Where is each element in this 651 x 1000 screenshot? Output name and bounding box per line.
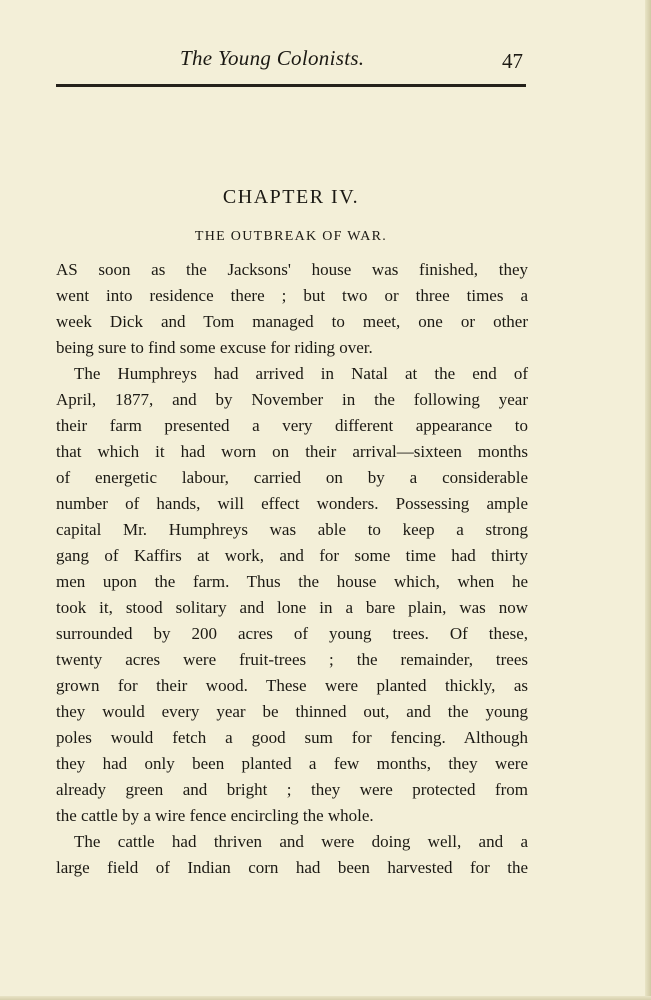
page-edge-bottom [0, 996, 651, 1000]
text-line: their farm presented a very different appearance to [56, 416, 528, 435]
text-line: The Humphreys had arrived in Natal at the end of [74, 364, 528, 383]
text-line: already green and bright ; they were protected from [56, 780, 528, 799]
text-line: went into residence there ; but two or three times a [56, 286, 528, 305]
text-line: capital Mr. Humphreys was able to keep a strong [56, 520, 528, 539]
text-line: took it, stood solitary and lone in a bare plain, was now [56, 598, 528, 617]
text-line: grown for their wood. These were planted thickly, as [56, 676, 528, 695]
chapter-subtitle: THE OUTBREAK OF WAR. [194, 229, 388, 244]
text-line: AS soon as the Jacksons' house was finished, they [56, 260, 528, 279]
text-line: the cattle by a wire fence encircling the whole. [56, 806, 374, 825]
text-line: that which it had worn on their arrival—sixteen months [56, 442, 528, 461]
page-number: 47 [502, 49, 523, 73]
text-line: they would every year be thinned out, and the young [56, 702, 528, 721]
running-head: The Young Colonists. [180, 46, 365, 70]
text-line: The cattle had thriven and were doing well, and a [74, 832, 528, 851]
text-line: number of hands, will effect wonders. Possessing ample [56, 494, 528, 513]
page-edge [645, 0, 651, 1000]
text-line: of energetic labour, carried on by a considerable [56, 468, 528, 487]
text-line: surrounded by 200 acres of young trees. Of these, [56, 624, 528, 643]
text-line: poles would fetch a good sum for fencing. Although [56, 728, 528, 747]
text-line: they had only been planted a few months, they were [56, 754, 528, 773]
text-line: week Dick and Tom managed to meet, one or other [56, 312, 528, 331]
text-line: April, 1877, and by November in the following year [56, 390, 528, 409]
body-text [56, 257, 528, 881]
text-line: men upon the farm. Thus the house which, when he [56, 572, 528, 591]
text-line: gang of Kaffirs at work, and for some time had thirty [56, 546, 528, 565]
header-rule [56, 84, 526, 87]
text-line: large field of Indian corn had been harvested for the [56, 858, 528, 877]
text-line: twenty acres were fruit-trees ; the remainder, trees [56, 650, 528, 669]
text-line: being sure to find some excuse for riding over. [56, 338, 373, 357]
chapter-title: CHAPTER IV. [222, 186, 360, 208]
